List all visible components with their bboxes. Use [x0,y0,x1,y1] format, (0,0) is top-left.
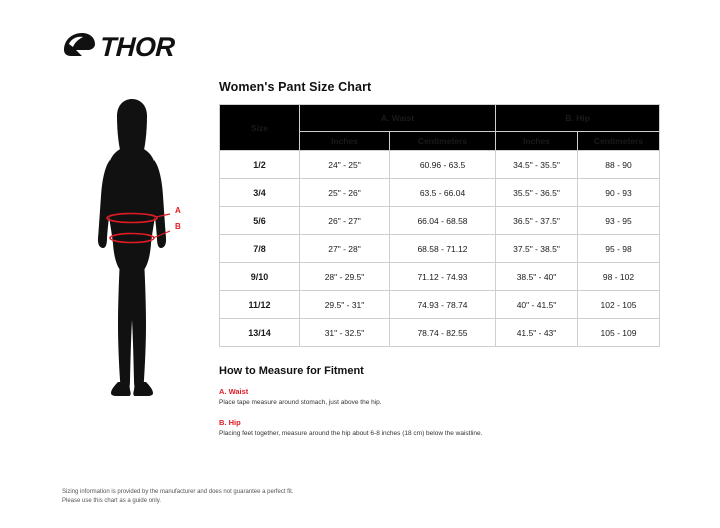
cell-hip-in: 35.5" - 36.5" [496,179,578,207]
cell-hip-cm: 102 - 105 [578,291,660,319]
table-row [220,291,660,319]
cell-hip-in: 38.5" - 40" [496,263,578,291]
cell-hip-cm: 105 - 109 [578,319,660,347]
header-hip-cm: Centimeters [578,132,660,151]
measure-item-hip-label: B. Hip [219,417,241,427]
thor-helmet-icon [62,30,96,64]
cell-waist-cm: 71.12 - 74.93 [390,263,496,291]
cell-size: 1/2 [220,151,300,179]
measure-item-waist-text: Place tape measure around stomach, just above the hip. [219,399,382,406]
table-row [220,263,660,291]
female-body-diagram [62,98,202,398]
header-waist: A. Waist [300,105,496,132]
cell-hip-cm: 93 - 95 [578,207,660,235]
marker-label-a: A [175,206,181,215]
cell-hip-in: 36.5" - 37.5" [496,207,578,235]
cell-waist-in: 25" - 26" [300,179,390,207]
cell-waist-in: 31" - 32.5" [300,319,390,347]
disclaimer-footer [62,488,293,506]
table-row [220,235,660,263]
cell-waist-in: 26" - 27" [300,207,390,235]
cell-hip-in: 40" - 41.5" [496,291,578,319]
header-hip: B. Hip [496,105,660,132]
brand-logo [62,30,175,64]
cell-hip-in: 34.5" - 35.5" [496,151,578,179]
cell-waist-cm: 78.74 - 82.55 [390,319,496,347]
measure-item-waist-label: A. Waist [219,387,249,396]
brand-wordmark: THOR [99,31,176,62]
disclaimer-line-1: Sizing information is provided by the manufacturer and does not guarantee a perfect fit. [62,489,294,495]
cell-size: 9/10 [220,263,300,291]
cell-hip-cm: 88 - 90 [578,151,660,179]
disclaimer-line-2: Please use this chart as a guide only. [62,498,161,504]
marker-label-b: B [175,222,181,231]
cell-size: 5/6 [220,207,300,235]
cell-waist-cm: 74.93 - 78.74 [390,291,496,319]
size-chart-table [219,104,660,347]
measure-item-hip [219,418,659,439]
cell-size: 11/12 [220,291,300,319]
table-row [220,207,660,235]
cell-hip-in: 41.5" - 43" [496,319,578,347]
table-header-group-row [220,105,660,132]
table-row [220,151,660,179]
cell-waist-in: 27" - 28" [300,235,390,263]
header-hip-inches: Inches [496,132,578,151]
content-area [219,80,659,449]
cell-waist-cm: 63.5 - 66.04 [390,179,496,207]
how-to-measure-section [219,365,659,439]
measure-item-hip-text: Placing feet together, measure around the hip about 6-8 inches (18 cm) below the waistline. [219,429,483,437]
cell-waist-cm: 68.58 - 71.12 [390,235,496,263]
cell-size: 3/4 [220,179,300,207]
cell-waist-cm: 60.96 - 63.5 [390,151,496,179]
header-waist-inches: Inches [300,132,390,151]
table-row [220,179,660,207]
measure-item-waist [219,387,659,408]
cell-waist-in: 29.5" - 31" [300,291,390,319]
body-silhouette-icon [62,98,202,398]
how-to-measure-title: How to Measure for Fitment [219,365,364,377]
cell-waist-cm: 66.04 - 68.58 [390,207,496,235]
cell-size: 13/14 [220,319,300,347]
cell-hip-cm: 98 - 102 [578,263,660,291]
cell-hip-cm: 90 - 93 [578,179,660,207]
page-title: Women's Pant Size Chart [219,80,372,94]
table-row [220,319,660,347]
header-waist-cm: Centimeters [390,132,496,151]
cell-waist-in: 24" - 25" [300,151,390,179]
header-size: Size [220,105,300,151]
cell-size: 7/8 [220,235,300,263]
cell-hip-in: 37.5" - 38.5" [496,235,578,263]
cell-waist-in: 28" - 29.5" [300,263,390,291]
cell-hip-cm: 95 - 98 [578,235,660,263]
